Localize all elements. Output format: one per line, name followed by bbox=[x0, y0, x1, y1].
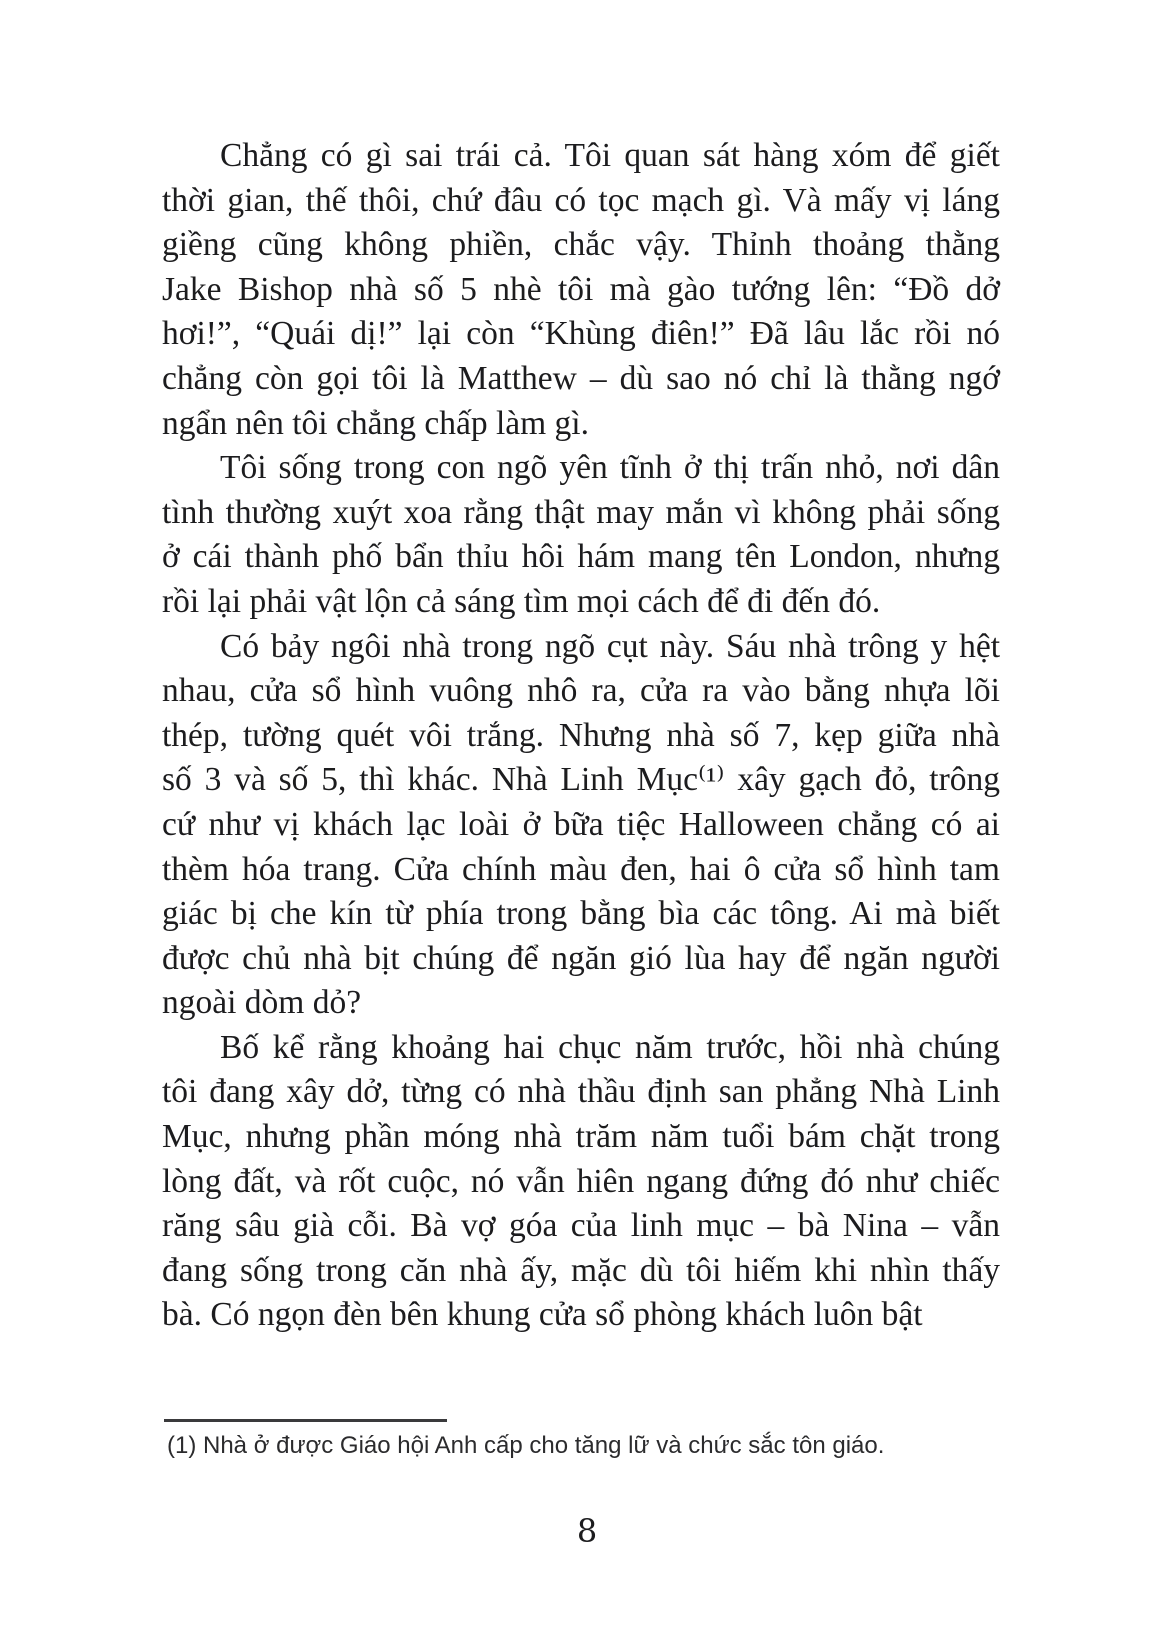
text-line: số 3 và số 5, thì khác. Nhà Linh Mục⁽¹⁾ xây gạch đỏ, trông bbox=[162, 761, 1000, 799]
text-line: đang sống trong căn nhà ấy, mặc dù tôi hiếm khi nhìn thấy bbox=[162, 1251, 1000, 1289]
text-line: hơi!”, “Quái dị!” lại còn “Khùng điên!” Đã lâu lắc rồi nó bbox=[162, 315, 1000, 353]
text-line: Có bảy ngôi nhà trong ngõ cụt này. Sáu nhà trông y hệt bbox=[220, 627, 1000, 665]
text-line: giềng cũng không phiền, chắc vậy. Thỉnh thoảng thằng bbox=[162, 226, 1000, 264]
text-line: Chẳng có gì sai trái cả. Tôi quan sát hàng xóm để giết bbox=[220, 137, 1000, 174]
text-line: ở cái thành phố bẩn thỉu hôi hám mang tên London, nhưng bbox=[162, 538, 1000, 576]
text-line: thép, tường quét vôi trắng. Nhưng nhà số 7, kẹp giữa nhà bbox=[162, 716, 1000, 754]
text-line: chẳng còn gọi tôi là Matthew – dù sao nó chỉ là thằng ngớ bbox=[162, 359, 1000, 397]
text-line: rồi lại phải vật lộn cả sáng tìm mọi cách để đi đến đó. bbox=[162, 582, 881, 620]
text-line: được chủ nhà bịt chúng để ngăn gió lùa hay để ngăn người bbox=[162, 939, 1000, 977]
text-line: Tôi sống trong con ngõ yên tĩnh ở thị trấn nhỏ, nơi dân bbox=[220, 449, 1000, 487]
text-line: tôi đang xây dở, từng có nhà thầu định san phẳng Nhà Linh bbox=[162, 1073, 1000, 1111]
paragraph bbox=[162, 134, 1000, 446]
text-line: nhau, cửa sổ hình vuông nhô ra, cửa ra vào bằng nhựa lõi bbox=[162, 672, 1000, 710]
text-line: ngoài dòm dỏ? bbox=[162, 984, 362, 1022]
text-line: bà. Có ngọn đèn bên khung cửa sổ phòng khách luôn bật bbox=[162, 1296, 923, 1334]
text-line: cứ như vị khách lạc loài ở bữa tiệc Halloween chẳng có ai bbox=[162, 805, 1000, 843]
text-line: ngẩn nên tôi chẳng chấp làm gì. bbox=[162, 404, 589, 442]
paragraph bbox=[162, 625, 1000, 1026]
text-line: răng sâu già cỗi. Bà vợ góa của linh mục – bà Nina – vẫn bbox=[162, 1207, 1000, 1245]
text-line: giác bị che kín từ phía trong bằng bìa các tông. Ai mà biết bbox=[162, 895, 1000, 933]
text-line: lòng đất, và rốt cuộc, nó vẫn hiên ngang đứng đó như chiếc bbox=[162, 1162, 1000, 1200]
text-line: tình thường xuýt xoa rằng thật may mắn vì không phải sống bbox=[162, 493, 1000, 531]
text-line: Mục, nhưng phần móng nhà trăm năm tuổi bám chặt trong bbox=[162, 1118, 1000, 1156]
footnote-text: (1) Nhà ở được Giáo hội Anh cấp cho tăng lữ và chức sắc tôn giáo. bbox=[167, 1432, 885, 1459]
body-text bbox=[162, 134, 1000, 1338]
text-line: thời gian, thế thôi, chứ đâu có tọc mạch gì. Và mấy vị láng bbox=[162, 181, 1000, 219]
page-number: 8 bbox=[576, 1512, 598, 1550]
footnote-separator bbox=[164, 1419, 447, 1422]
text-line: thèm hóa trang. Cửa chính màu đen, hai ô cửa sổ hình tam bbox=[162, 850, 1000, 888]
paragraph bbox=[162, 446, 1000, 624]
paragraph bbox=[162, 1026, 1000, 1338]
text-line: Jake Bishop nhà số 5 nhè tôi mà gào tướng lên: “Đồ dở bbox=[162, 270, 1000, 308]
text-line: Bố kể rằng khoảng hai chục năm trước, hồi nhà chúng bbox=[220, 1028, 1000, 1066]
